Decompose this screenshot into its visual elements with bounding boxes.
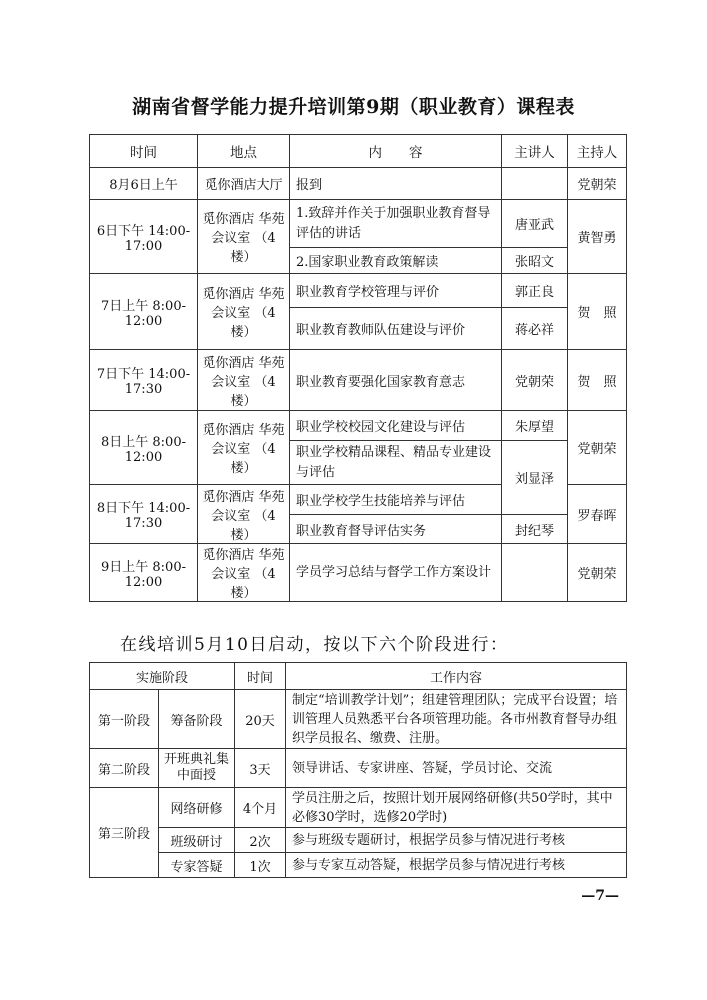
table-row bbox=[90, 168, 627, 200]
session-time: 8日上午 8:00-12:00 bbox=[90, 411, 198, 485]
stage-time: 20天 bbox=[235, 690, 286, 749]
session-time: 8日下午 14:00-17:30 bbox=[90, 485, 198, 544]
session-host: 黄智勇 bbox=[568, 200, 627, 274]
stage-name: 第一阶段 bbox=[90, 690, 159, 749]
session-place: 觅你酒店 华苑会议室 （4楼） bbox=[198, 411, 290, 485]
session-speaker: 张昭文 bbox=[502, 248, 568, 274]
session-content: 职业教育要强化国家教育意志 bbox=[290, 350, 502, 411]
stage-work: 参与专家互动答疑，根据学员参与情况进行考核 bbox=[286, 853, 627, 878]
session-time: 9日上午 8:00-12:00 bbox=[90, 544, 198, 602]
session-host: 罗春晖 bbox=[568, 485, 627, 544]
stage-sub: 专家答疑 bbox=[159, 853, 235, 878]
header-speaker: 主讲人 bbox=[502, 135, 568, 168]
session-speaker: 郭正良 bbox=[502, 274, 568, 308]
stage-time: 4个月 bbox=[235, 788, 286, 828]
session-time: 7日上午 8:00-12:00 bbox=[90, 274, 198, 350]
header-work: 工作内容 bbox=[286, 663, 627, 690]
session-content: 1.致辞并作关于加强职业教育督导评估的讲话 bbox=[290, 200, 502, 248]
stages-header-row bbox=[90, 663, 627, 690]
session-place: 觅你酒店 华苑会议室 （4楼） bbox=[198, 485, 290, 544]
course-schedule-table bbox=[89, 134, 627, 602]
stage-work: 参与班级专题研讨，根据学员参与情况进行考核 bbox=[286, 828, 627, 853]
session-host: 贺 照 bbox=[568, 274, 627, 350]
session-speaker: 蒋必祥 bbox=[502, 308, 568, 350]
table-row bbox=[90, 853, 627, 878]
stage-sub: 班级研讨 bbox=[159, 828, 235, 853]
table-row bbox=[90, 200, 627, 248]
page-number: —7— bbox=[581, 888, 619, 904]
session-time: 8月6日上午 bbox=[90, 168, 198, 200]
header-time: 时间 bbox=[235, 663, 286, 690]
table-row bbox=[90, 749, 627, 788]
session-speaker bbox=[502, 168, 568, 200]
session-speaker: 朱厚望 bbox=[502, 411, 568, 441]
session-content: 职业教育教师队伍建设与评价 bbox=[290, 308, 502, 350]
stage-work: 制定“培训教学计划”；组建管理团队；完成平台设置；培训管理人员熟悉平台各项管理功能。各市州教育督导办组织学员报名、缴费、注册。 bbox=[286, 690, 627, 749]
header-place: 地点 bbox=[198, 135, 290, 168]
stage-work: 领导讲话、专家讲座、答疑，学员讨论、交流 bbox=[286, 749, 627, 788]
table-row bbox=[90, 828, 627, 853]
stage-sub: 网络研修 bbox=[159, 788, 235, 828]
header-time: 时间 bbox=[90, 135, 198, 168]
session-speaker bbox=[502, 544, 568, 602]
stage-work: 学员注册之后，按照计划开展网络研修(共50学时，其中必修30学时，选修20学时) bbox=[286, 788, 627, 828]
table-row bbox=[90, 350, 627, 411]
session-time: 7日下午 14:00-17:30 bbox=[90, 350, 198, 411]
session-place: 觅你酒店大厅 bbox=[198, 168, 290, 200]
stage-sub: 筹备阶段 bbox=[159, 690, 235, 749]
session-host: 党朝荣 bbox=[568, 411, 627, 485]
session-content: 2.国家职业教育政策解读 bbox=[290, 248, 502, 274]
session-place: 觅你酒店 华苑会议室 （4楼） bbox=[198, 544, 290, 602]
session-content: 学员学习总结与督学工作方案设计 bbox=[290, 544, 502, 602]
table-row bbox=[90, 788, 627, 828]
session-speaker: 党朝荣 bbox=[502, 350, 568, 411]
session-speaker: 唐亚武 bbox=[502, 200, 568, 248]
session-host: 贺 照 bbox=[568, 350, 627, 411]
training-stages-table bbox=[89, 662, 627, 878]
table-row bbox=[90, 411, 627, 441]
session-place: 觅你酒店 华苑会议室 （4楼） bbox=[198, 200, 290, 274]
table-row bbox=[90, 544, 627, 602]
session-speaker: 封纪琴 bbox=[502, 515, 568, 544]
header-stage: 实施阶段 bbox=[90, 663, 235, 690]
stage-name: 第三阶段 bbox=[90, 788, 159, 878]
document-title: 湖南省督学能力提升培训第9期（职业教育）课程表 bbox=[132, 96, 575, 118]
stage-time: 2次 bbox=[235, 828, 286, 853]
session-content: 职业教育督导评估实务 bbox=[290, 515, 502, 544]
session-place: 觅你酒店 华苑会议室 （4楼） bbox=[198, 350, 290, 411]
session-time: 6日下午 14:00-17:00 bbox=[90, 200, 198, 274]
table-row bbox=[90, 690, 627, 749]
session-host: 党朝荣 bbox=[568, 544, 627, 602]
session-content: 报到 bbox=[290, 168, 502, 200]
table-row bbox=[90, 274, 627, 308]
stage-time: 1次 bbox=[235, 853, 286, 878]
stage-sub: 开班典礼集中面授 bbox=[159, 749, 235, 788]
session-content: 职业学校精品课程、精品专业建设与评估 bbox=[290, 441, 502, 485]
online-training-note: 在线培训5月10日启动，按以下六个阶段进行： bbox=[120, 635, 509, 655]
header-host: 主持人 bbox=[568, 135, 627, 168]
header-content: 内 容 bbox=[290, 135, 502, 168]
stage-name: 第二阶段 bbox=[90, 749, 159, 788]
session-place: 觅你酒店 华苑会议室 （4楼） bbox=[198, 274, 290, 350]
session-content: 职业学校校园文化建设与评估 bbox=[290, 411, 502, 441]
stage-time: 3天 bbox=[235, 749, 286, 788]
session-host: 党朝荣 bbox=[568, 168, 627, 200]
session-speaker: 刘显泽 bbox=[502, 441, 568, 515]
session-content: 职业教育学校管理与评价 bbox=[290, 274, 502, 308]
session-content: 职业学校学生技能培养与评估 bbox=[290, 485, 502, 515]
schedule-header-row bbox=[90, 135, 627, 168]
